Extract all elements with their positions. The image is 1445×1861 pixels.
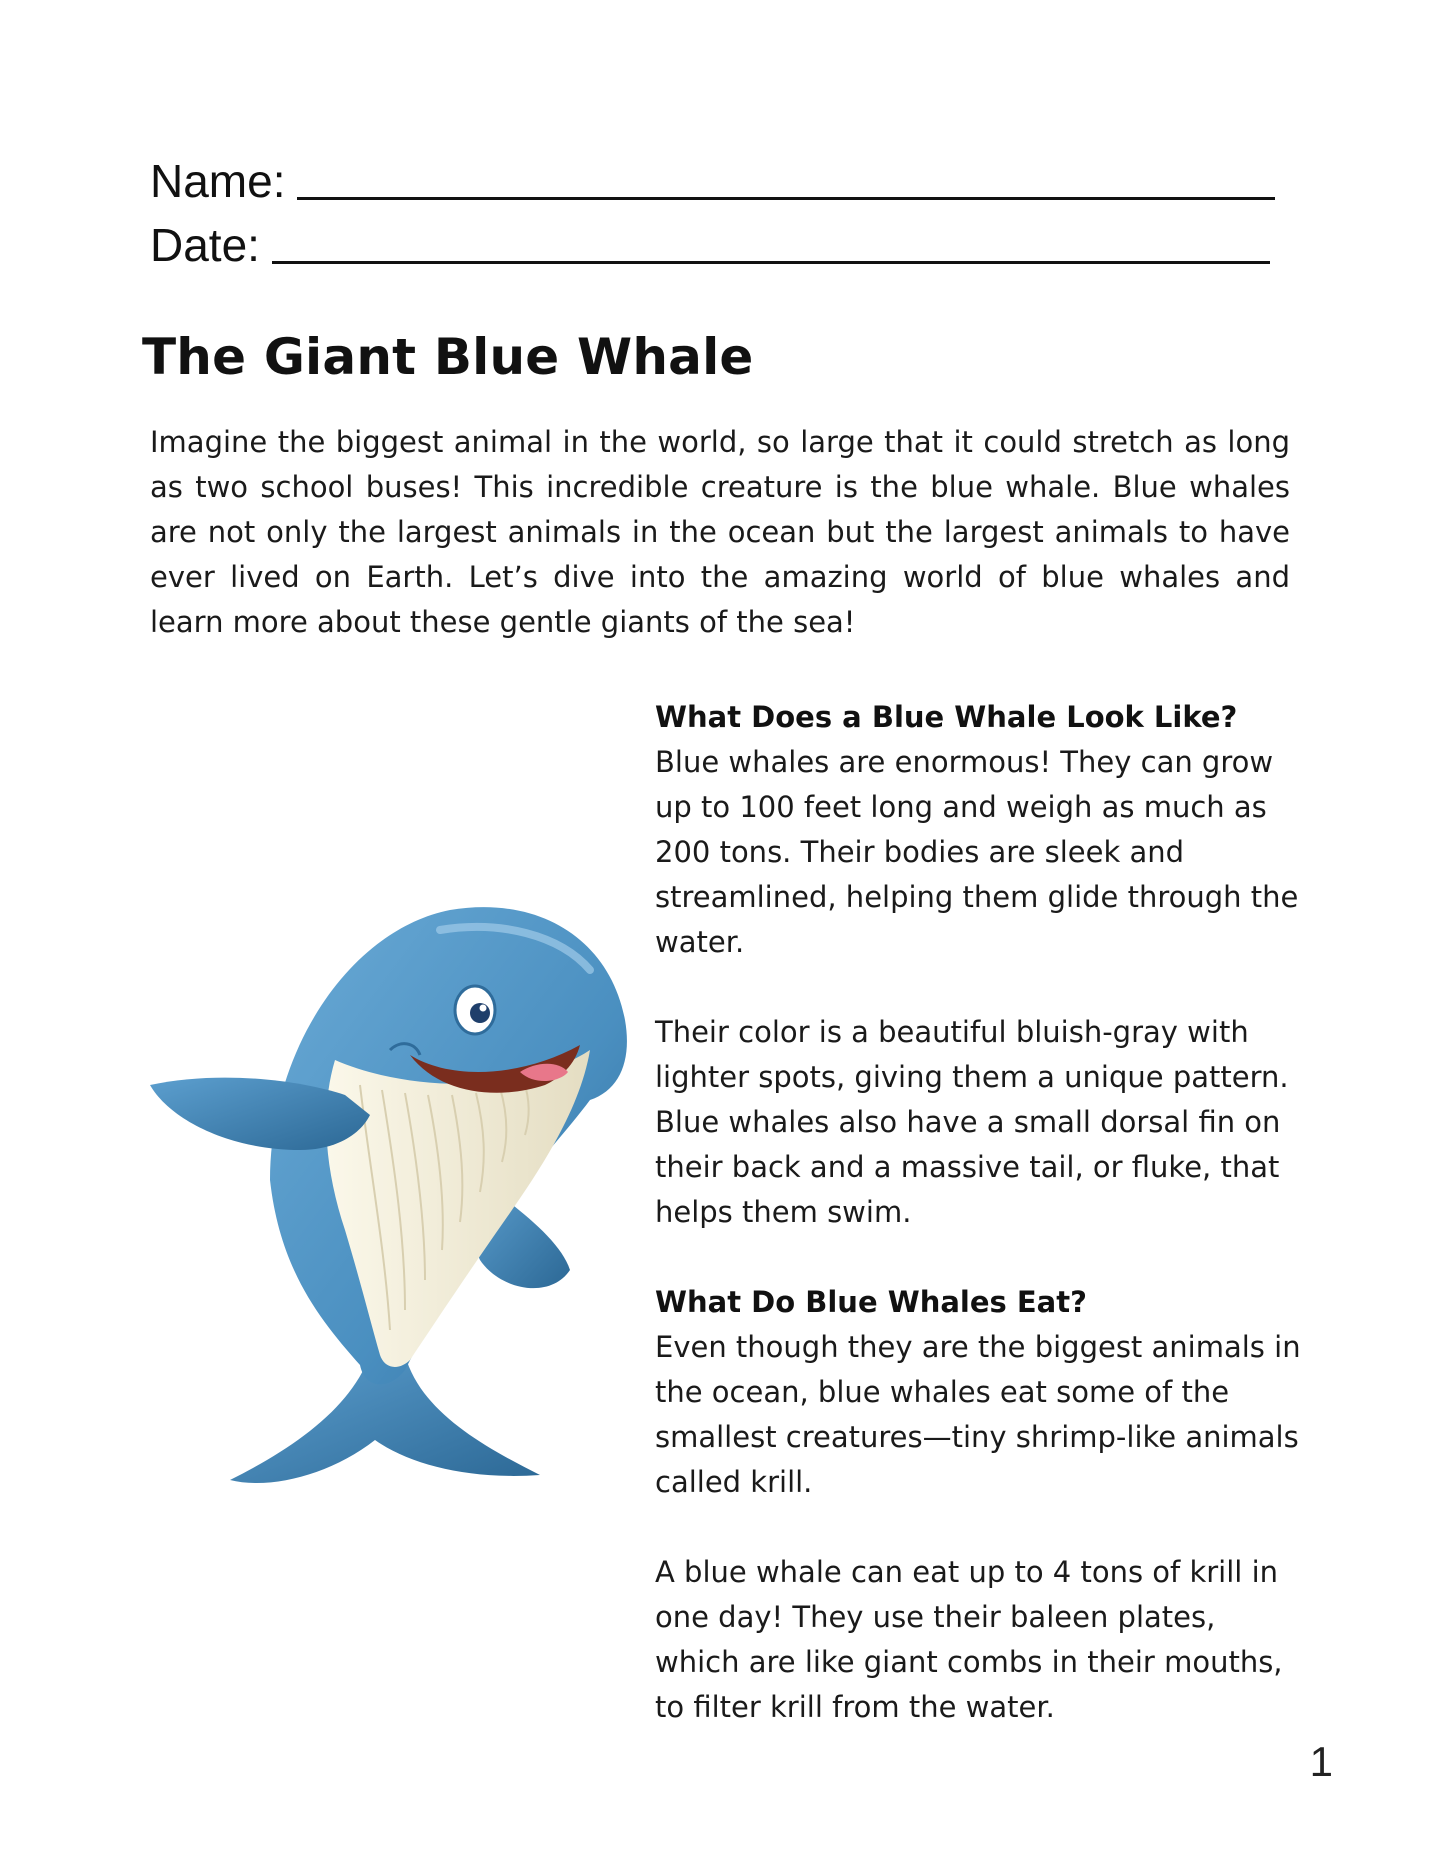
appearance-paragraph-1: Blue whales are enormous! They can grow up to 100 feet long and weigh as much as 200 tons. Their bodies are sleek and streamlined, helping them glide through the water. [655,745,1299,959]
whale-icon [120,850,640,1540]
name-blank-line[interactable] [297,195,1275,200]
name-field[interactable] [150,155,1275,207]
diet-paragraph-1: Even though they are the biggest animals in the ocean, blue whales eat some of the smallest creatures—tiny shrimp-like animals called krill. [655,1330,1301,1499]
section-heading-diet: What Do Blue Whales Eat? [655,1285,1087,1319]
intro-paragraph: Imagine the biggest animal in the world, so large that it could stretch as long as two school buses! This incredible creature is the blue whale. Blue whales are not only the largest animals in the ocean but the largest animals to have ever lived on Earth. Let’s dive into the amazing world of blue whales and learn more about these gentle giants of the sea! [150,425,1290,639]
whale-illustration [120,850,640,1540]
date-blank-line[interactable] [272,259,1270,264]
page-title: The Giant Blue Whale [142,328,754,386]
date-label: Date: [150,219,260,271]
name-label: Name: [150,155,286,207]
article-column [655,695,1305,1775]
page-number: 1 [1309,1738,1333,1785]
diet-paragraph-2: A blue whale can eat up to 4 tons of krill in one day! They use their baleen plates, which are like giant combs in their mouths, to filter krill from the water. [655,1555,1283,1724]
date-field[interactable] [150,219,1270,271]
section-heading-appearance: What Does a Blue Whale Look Like? [655,700,1238,734]
appearance-paragraph-2: Their color is a beautiful bluish-gray with lighter spots, giving them a unique pattern. Blue whales also have a small dorsal fin on their back and a massive tail, or fluke, that helps them swim. [655,1015,1289,1229]
